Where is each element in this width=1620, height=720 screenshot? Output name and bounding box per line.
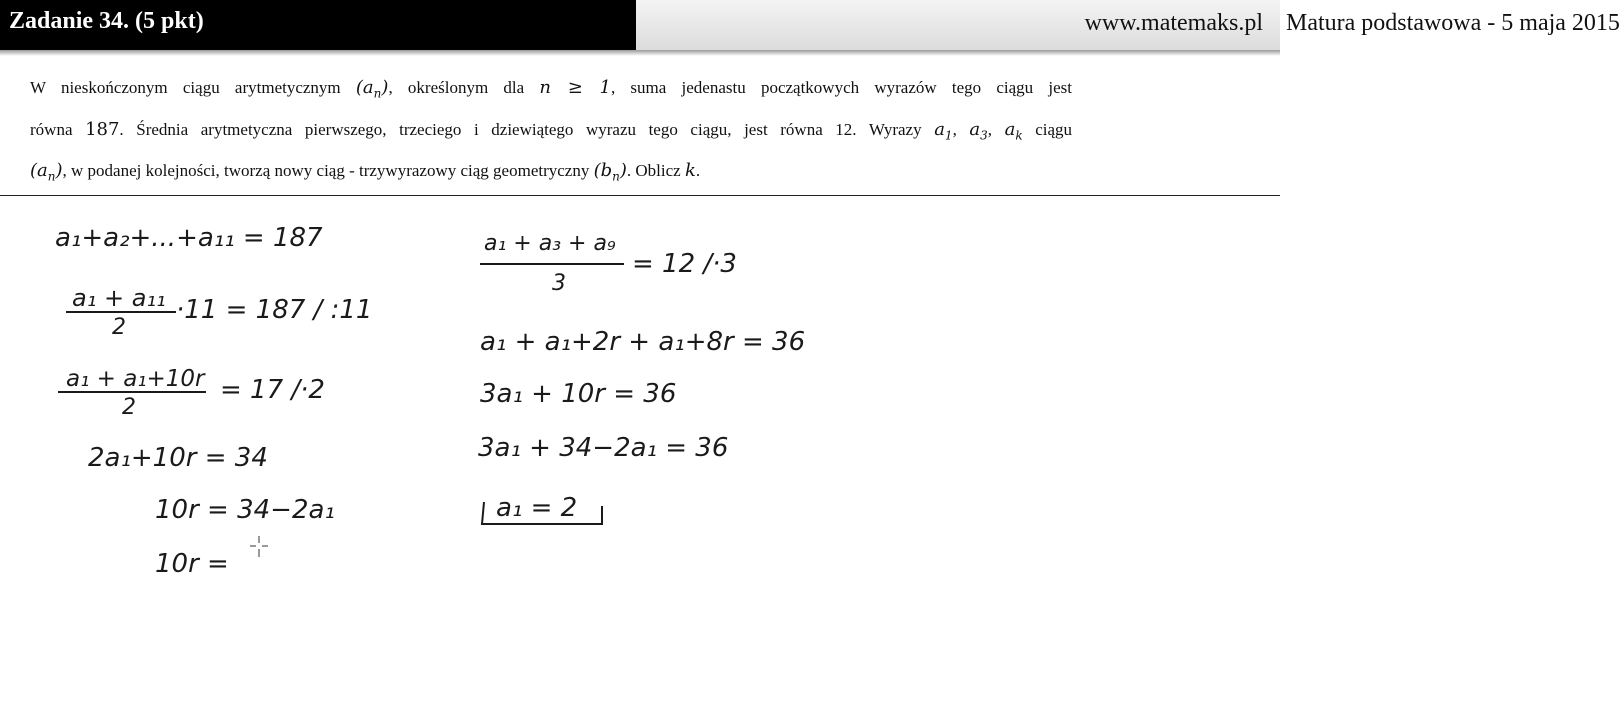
- header-title-bar: [0, 0, 636, 50]
- text: . Średnia arytmetyczna pierwszego, trzeciego i dziewiątego wyrazu tego ciągu, jest równa 12. Wyrazy: [119, 119, 922, 139]
- handwritten-solution: [0, 196, 1280, 720]
- right-eq-1-denominator: 3: [552, 271, 566, 296]
- left-eq-3-numerator: a₁ + a₁+10r: [66, 366, 205, 392]
- problem-line-3: [30, 153, 1072, 195]
- text: ciągu: [1035, 119, 1073, 139]
- text: .: [695, 161, 701, 181]
- left-eq-1: a₁+a₂+...+a₁₁ = 187: [55, 223, 323, 253]
- math-187: 187: [85, 118, 120, 140]
- math-bn: $(b_n)$: [593, 160, 627, 184]
- math-k: k: [684, 160, 696, 182]
- problem-statement: [30, 70, 1072, 195]
- text: . Oblicz: [626, 161, 681, 181]
- right-eq-5: a₁ = 2: [496, 493, 578, 523]
- right-eq-1-rest: = 12 /·3: [632, 249, 737, 279]
- header-shadow: [0, 50, 1280, 56]
- left-eq-3-denominator: 2: [122, 395, 136, 420]
- right-eq-2: a₁ + a₁+2r + a₁+8r = 36: [480, 327, 806, 357]
- problem-line-2: równa 187. Średnia arytmetyczna pierwszego, trzeciego i dziewiątego wyrazu tego ciągu, jest równa 12. Wyrazy $a_1$, $a_3$, $a_k$ ciągu: [30, 118, 1073, 143]
- left-eq-5: 10r = 34−2a₁: [155, 495, 335, 525]
- header: [0, 0, 1620, 50]
- left-eq-2-numerator: a₁ + a₁₁: [72, 284, 166, 312]
- math-an: $(a_n)$: [355, 77, 389, 101]
- right-eq-3: 3a₁ + 10r = 36: [480, 379, 677, 409]
- left-eq-3-rest: = 17 /·2: [220, 375, 325, 405]
- site-url: www.matemaks.pl: [1084, 10, 1263, 36]
- math-ak: $a_k$: [1004, 118, 1023, 143]
- text: , określonym dla: [388, 78, 525, 97]
- left-eq-2-denominator: 2: [112, 315, 126, 340]
- left-eq-2-rest: ·11 = 187 / :11: [176, 295, 373, 325]
- right-eq-1-numerator: a₁ + a₃ + a₉: [484, 231, 616, 256]
- cursor-crosshair: [250, 536, 268, 557]
- header-info-bar: [636, 0, 1620, 50]
- math-an: $(a_n)$: [30, 160, 63, 184]
- task-title: Zadanie 34. (5 pkt): [9, 8, 204, 34]
- text: , suma jedenastu początkowych wyrazów tego ciągu jest: [610, 78, 1073, 97]
- right-eq-4: 3a₁ + 34−2a₁ = 36: [478, 433, 729, 463]
- text: równa: [30, 119, 73, 139]
- problem-line-1: [30, 70, 1072, 112]
- exam-title: Matura podstawowa - 5 maja 2015: [1286, 10, 1620, 36]
- math-n-condition: n ≥ 1: [539, 77, 611, 98]
- text: W nieskończonym ciągu arytmetycznym: [30, 78, 341, 97]
- left-eq-6: 10r =: [155, 549, 229, 579]
- text: , w podanej kolejności, tworzą nowy ciąg - trzywyrazowy ciąg geometryczny: [62, 161, 590, 181]
- left-eq-4: 2a₁+10r = 34: [88, 443, 268, 473]
- math-a3: $a_3$: [969, 118, 988, 143]
- math-a1: $a_1$: [934, 118, 953, 143]
